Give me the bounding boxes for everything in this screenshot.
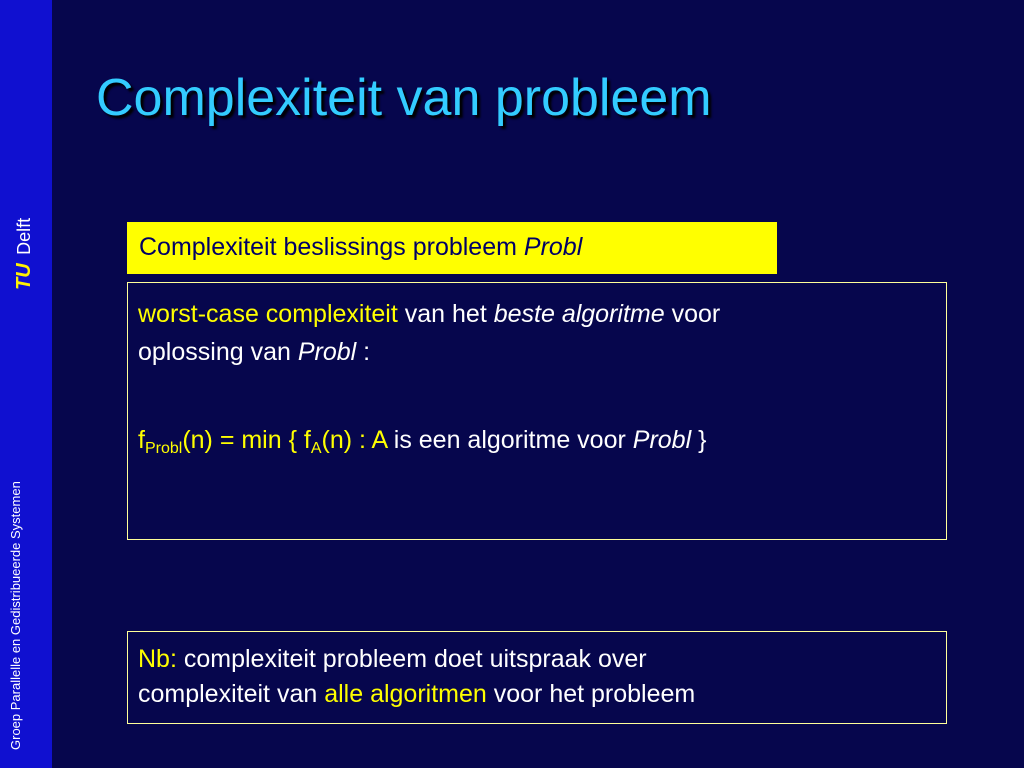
text-van-het: van het bbox=[397, 300, 494, 328]
formula-line bbox=[138, 421, 946, 459]
sidebar-text-inner bbox=[5, 481, 26, 750]
formula-italic-probl: Probl bbox=[632, 426, 692, 454]
italic-probl: Probl bbox=[297, 338, 357, 366]
note-line-2 bbox=[138, 677, 946, 712]
text-oplossing: oplossing van bbox=[138, 338, 298, 366]
tu-logo-text: TU bbox=[13, 263, 35, 290]
definition-tab bbox=[127, 222, 777, 274]
italic-beste-algoritme: beste algoritme bbox=[493, 300, 665, 328]
note-text-1: complexiteit probleem doet uitspraak over bbox=[176, 645, 647, 673]
formula-sub-probl: Probl bbox=[144, 440, 183, 457]
delft-text: Delft bbox=[14, 217, 34, 255]
definition-line-1 bbox=[138, 295, 946, 333]
note-text-2: complexiteit van bbox=[138, 680, 325, 708]
note-highlight: alle algoritmen bbox=[324, 680, 487, 708]
formula-fa: (n) : A bbox=[321, 426, 387, 454]
formula-f: f bbox=[138, 426, 145, 454]
slide-title: Complexiteit van probleem bbox=[96, 69, 712, 127]
text-colon: : bbox=[356, 338, 371, 366]
note-box bbox=[127, 631, 947, 724]
formula-min: (n) = min { f bbox=[182, 426, 311, 454]
tab-text: Complexiteit beslissings probleem bbox=[139, 233, 524, 261]
highlight-worst-case: worst-case complexiteit bbox=[138, 300, 398, 328]
definition-line-2 bbox=[138, 333, 946, 371]
group-name: Groep Parallelle en Gedistribueerde Systemen bbox=[8, 481, 23, 750]
note-line-1 bbox=[138, 642, 946, 677]
note-text-3: voor het probleem bbox=[486, 680, 696, 708]
tab-italic: Probl bbox=[523, 233, 583, 261]
tu-delft-logo bbox=[14, 180, 38, 290]
text-voor: voor bbox=[664, 300, 721, 328]
formula-rest: is een algoritme voor bbox=[386, 426, 633, 454]
formula-close: } bbox=[691, 426, 707, 454]
formula-sub-a: A bbox=[310, 440, 322, 457]
formula-highlight bbox=[138, 426, 387, 457]
definition-box bbox=[127, 282, 947, 540]
note-label: Nb: bbox=[138, 645, 177, 673]
